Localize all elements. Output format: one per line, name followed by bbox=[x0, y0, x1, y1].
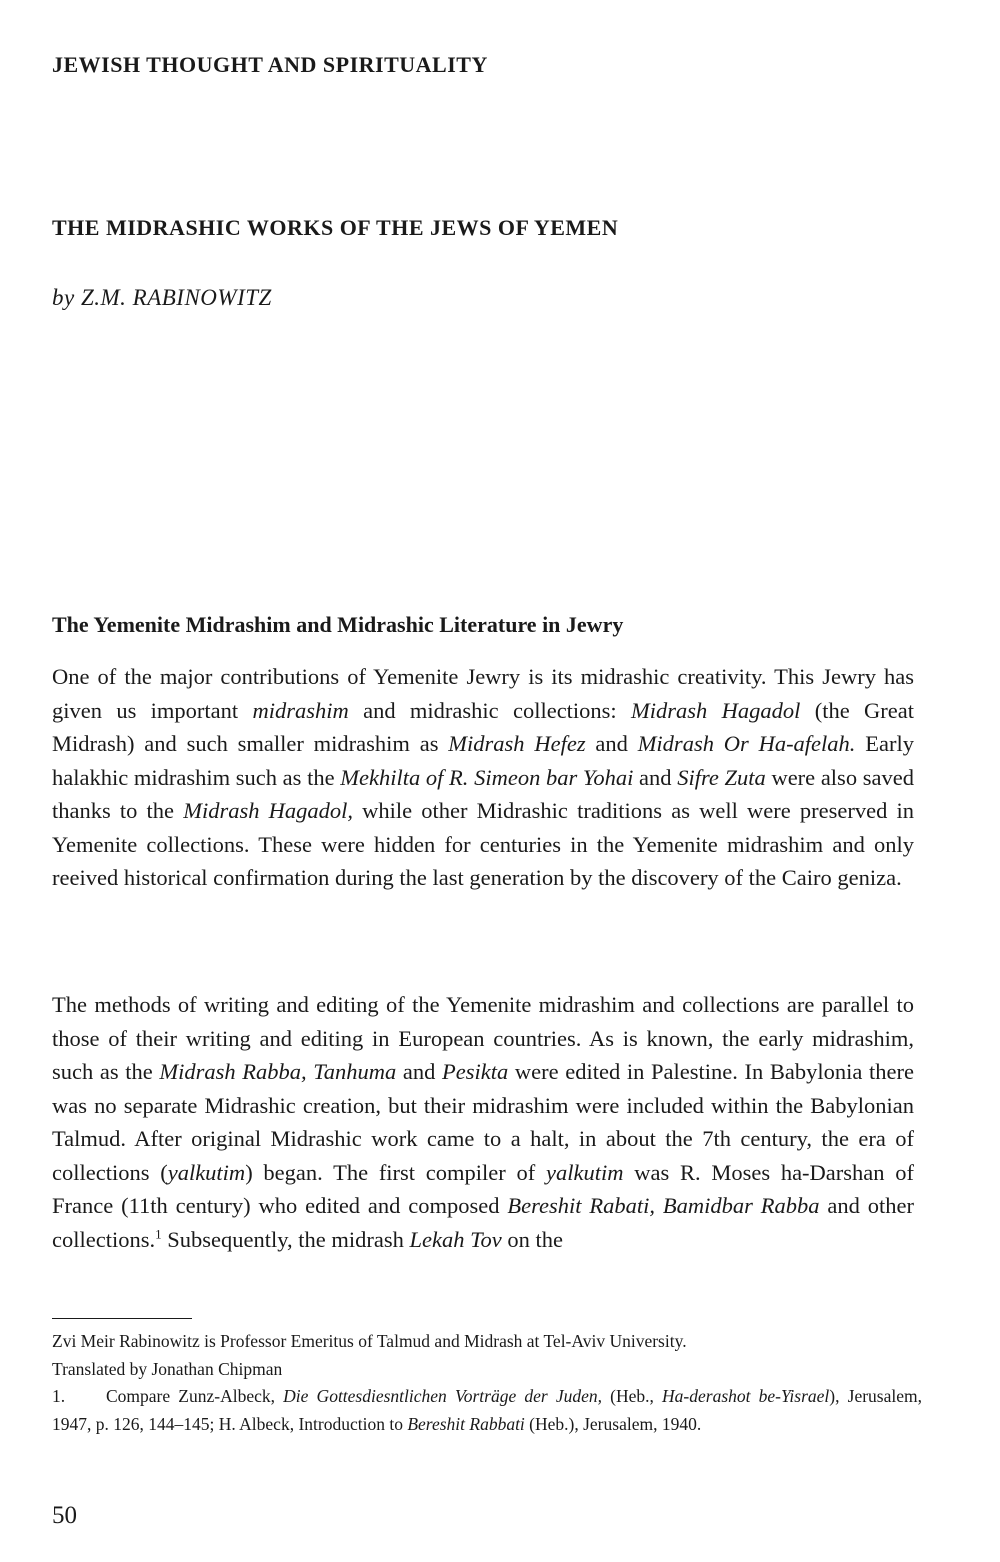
text-run: on the bbox=[501, 1226, 564, 1252]
text-run: and other collections. bbox=[52, 1193, 915, 1252]
italic-title: Midrash Hagadol, bbox=[183, 798, 353, 823]
text-run: while other Midrashic traditions as well were preserved in Yemenite collections. These were hidden for centuries in the Yemenite midrashim and only reeived historical confirmation during the last generation by the discovery of the Cairo geniza. bbox=[52, 798, 914, 890]
body-paragraph-2 bbox=[52, 988, 914, 1256]
italic-title: Lekah Tov bbox=[409, 1226, 502, 1252]
text-run: Compare Zunz-Albeck, bbox=[106, 1386, 284, 1406]
italic-title: midrashim bbox=[252, 697, 349, 723]
italic-title: Sifre Zuta bbox=[677, 764, 766, 790]
body-paragraph-1 bbox=[52, 660, 914, 895]
footnote-author-note bbox=[52, 1328, 922, 1356]
text-run: were also saved thanks to the bbox=[52, 764, 914, 823]
text-run: and bbox=[396, 1059, 443, 1084]
running-head: JEWISH THOUGHT AND SPIRITUALITY bbox=[52, 52, 488, 77]
text-run: (the Great Midrash) and such smaller midrashim as bbox=[52, 697, 914, 756]
italic-title: Die Gottesdiesntlichen Vorträge der Juden, bbox=[283, 1386, 602, 1406]
italic-title: Mekhilta of R. Simeon bar Yohai bbox=[340, 764, 634, 790]
text-run: (Heb., bbox=[602, 1386, 663, 1406]
italic-title: Midrash Rabba, Tanhuma bbox=[159, 1059, 397, 1084]
text-run: One of the major contributions of Yemenite Jewry is its midrashic creativity. This Jewry has given us important bbox=[52, 664, 914, 723]
italic-title: Ha-derashot be-Yisrael bbox=[662, 1386, 830, 1406]
footnote-marker: 1 bbox=[155, 1226, 162, 1241]
text-run: ) began. The first compiler of bbox=[245, 1159, 546, 1185]
article-title: THE MIDRASHIC WORKS OF THE JEWS OF YEMEN bbox=[52, 215, 619, 240]
italic-title: Midrash Hagadol bbox=[631, 697, 801, 723]
footnote-translator-note bbox=[52, 1356, 922, 1384]
italic-title: Bereshit Rabbati bbox=[407, 1413, 525, 1434]
footnote-separator bbox=[52, 1318, 192, 1319]
text-run: and bbox=[585, 731, 638, 756]
text-run: Translated by Jonathan Chipman bbox=[52, 1358, 283, 1379]
italic-title: Midrash Or Ha-afelah. bbox=[637, 731, 856, 756]
italic-title: yalkutim bbox=[546, 1159, 624, 1185]
footnote-1 bbox=[52, 1383, 922, 1438]
text-run: and midrashic collections: bbox=[348, 697, 632, 723]
page-number: 50 bbox=[52, 1502, 77, 1529]
text-run: Early halakhic midrashim such as the bbox=[52, 731, 914, 790]
text-run: ), Jerusalem, 1947, p. 126, 144–145; H. Albeck, Introduction to bbox=[52, 1386, 922, 1434]
italic-title: yalkutim bbox=[167, 1159, 246, 1185]
text-run: The methods of writing and editing of the Yemenite midrashim and collections are parallel to those of their writing and editing in European countries. As is known, the early midrashim, such as the bbox=[52, 992, 914, 1084]
text-run: (Heb.), Jerusalem, 1940. bbox=[524, 1413, 702, 1434]
text-run: were edited in Palestine. In Babylonia there was no separate Midrashic creation, but their midrashim were included within the Babylonian Talmud. After original Midrashic work came to a halt, in about the 7th century, the era of collections ( bbox=[52, 1059, 914, 1185]
text-run: Zvi Meir Rabinowitz is Professor Emeritus of Talmud and Midrash at Tel-Aviv University. bbox=[52, 1331, 687, 1351]
footnotes bbox=[52, 1328, 922, 1438]
italic-title: Bereshit Rabati, Bamidbar Rabba bbox=[507, 1193, 820, 1218]
text-run: and bbox=[633, 764, 678, 790]
author-byline: by Z.M. RABINOWITZ bbox=[52, 285, 272, 310]
italic-title: Midrash Hefez bbox=[448, 731, 586, 756]
footnote-1-text bbox=[52, 1386, 922, 1434]
text-run: Subsequently, the midrash bbox=[161, 1226, 410, 1252]
section-heading: The Yemenite Midrashim and Midrashic Literature in Jewry bbox=[52, 612, 624, 637]
footnote-1-number: 1. bbox=[52, 1386, 66, 1406]
text-run: was R. Moses ha-Darshan of France (11th century) who edited and composed bbox=[52, 1159, 914, 1218]
italic-title: Pesikta bbox=[442, 1059, 509, 1084]
